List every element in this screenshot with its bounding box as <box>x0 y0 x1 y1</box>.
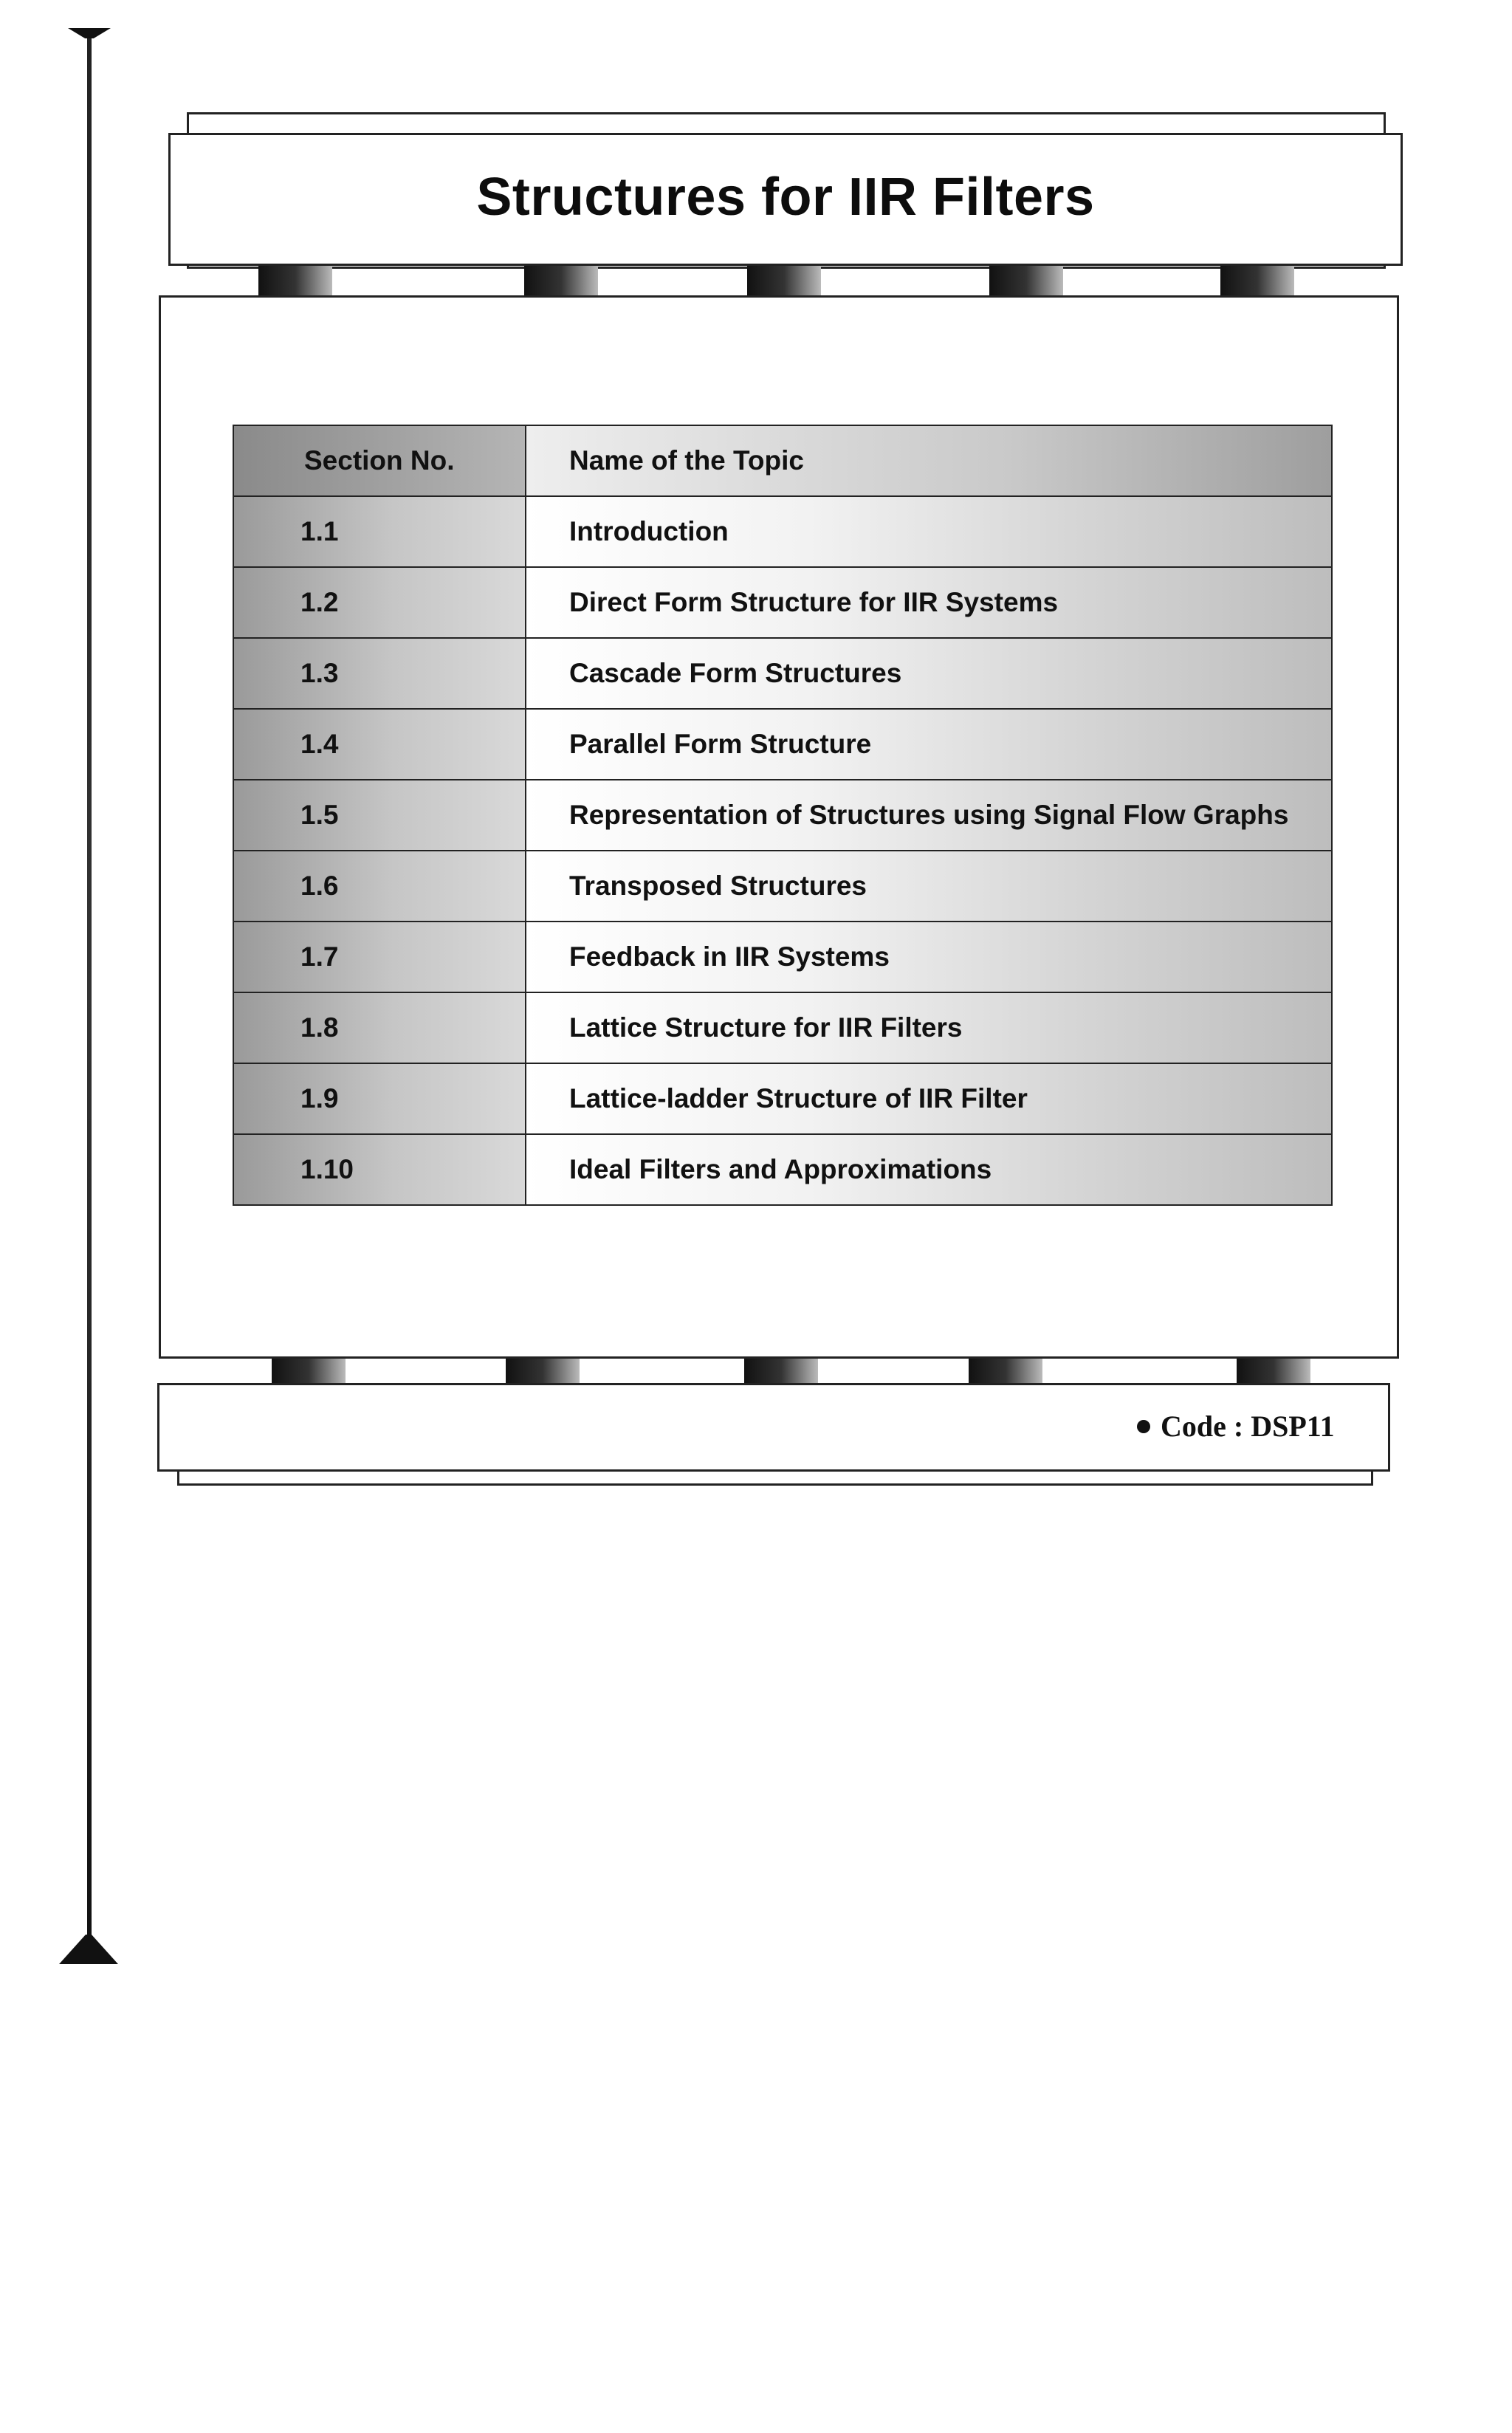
section-number: 1.2 <box>233 567 526 638</box>
section-number: 1.7 <box>233 922 526 992</box>
decor-block <box>258 266 332 295</box>
header-topic-name: Name of the Topic <box>526 425 1332 496</box>
table-row <box>233 1134 1332 1205</box>
table-row <box>233 567 1332 638</box>
table-row <box>233 780 1332 851</box>
topic-name: Cascade Form Structures <box>526 638 1332 709</box>
topic-name: Representation of Structures using Signal Flow Graphs <box>526 780 1332 851</box>
chapter-code <box>1137 1409 1335 1444</box>
section-number: 1.10 <box>233 1134 526 1205</box>
table-row <box>233 851 1332 922</box>
section-number: 1.6 <box>233 851 526 922</box>
bullet-icon <box>1137 1420 1150 1433</box>
section-number: 1.8 <box>233 992 526 1063</box>
table-row <box>233 1063 1332 1134</box>
binding-rule-bottom <box>59 1935 118 1964</box>
section-number: 1.5 <box>233 780 526 851</box>
decor-block <box>989 266 1063 295</box>
section-number: 1.9 <box>233 1063 526 1134</box>
binding-rule-top <box>68 28 111 38</box>
topic-name: Lattice-ladder Structure of IIR Filter <box>526 1063 1332 1134</box>
decor-block <box>1220 266 1294 295</box>
topic-name: Transposed Structures <box>526 851 1332 922</box>
chapter-code-text: Code : DSP11 <box>1161 1410 1335 1443</box>
table-row <box>233 638 1332 709</box>
decor-block <box>747 266 821 295</box>
binding-rule <box>87 30 92 1960</box>
table-row <box>233 496 1332 567</box>
topic-name: Ideal Filters and Approximations <box>526 1134 1332 1205</box>
section-number: 1.1 <box>233 496 526 567</box>
topic-name: Lattice Structure for IIR Filters <box>526 992 1332 1063</box>
table-row <box>233 992 1332 1063</box>
section-number: 1.3 <box>233 638 526 709</box>
topic-name: Feedback in IIR Systems <box>526 922 1332 992</box>
topic-name: Parallel Form Structure <box>526 709 1332 780</box>
page-title: Structures for IIR Filters <box>476 168 1095 227</box>
topic-name: Direct Form Structure for IIR Systems <box>526 567 1332 638</box>
topics-table <box>233 425 1333 1206</box>
topic-name: Introduction <box>526 496 1332 567</box>
header-section-no: Section No. <box>233 425 526 496</box>
section-number: 1.4 <box>233 709 526 780</box>
decor-block <box>524 266 598 295</box>
table-row <box>233 922 1332 992</box>
table-header-row <box>233 425 1332 496</box>
header-frame <box>168 133 1403 266</box>
table-row <box>233 709 1332 780</box>
